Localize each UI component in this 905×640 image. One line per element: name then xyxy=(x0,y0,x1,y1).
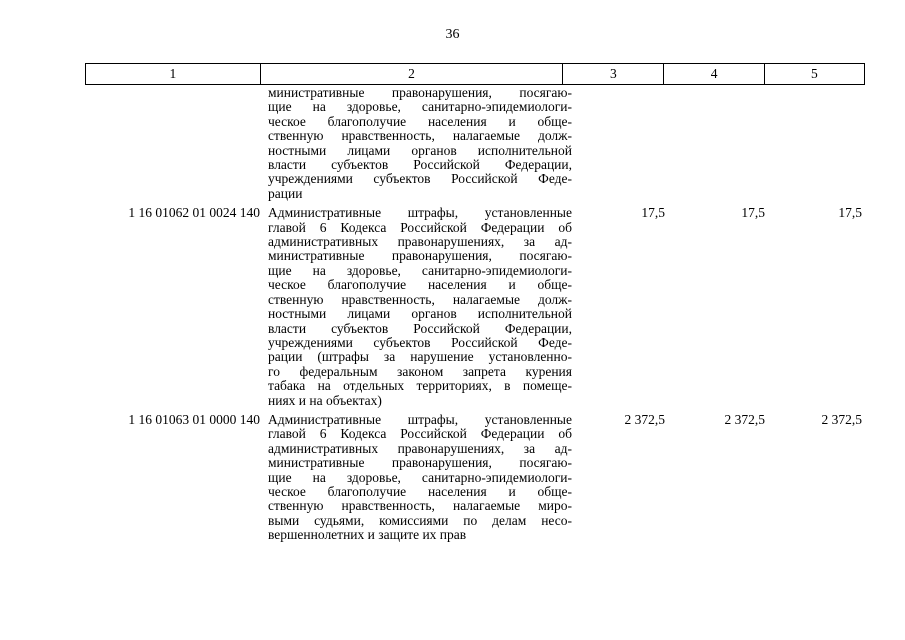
row-value-5 xyxy=(765,86,862,201)
description-line: ческое благополучие населения и обще- xyxy=(268,483,572,499)
header-col-5: 5 xyxy=(764,64,864,85)
description-line: ческое благополучие населения и обще- xyxy=(268,113,572,129)
description-line: рации xyxy=(268,185,303,201)
description-line: ственную нравственность, налагаемые миро- xyxy=(268,498,572,514)
table-row xyxy=(85,413,865,543)
page-number: 36 xyxy=(445,27,460,42)
row-description xyxy=(260,86,574,201)
row-value-3 xyxy=(574,86,665,201)
description-line: учреждениями субъектов Российской Феде- xyxy=(268,171,572,187)
row-value-4: 2 372,5 xyxy=(724,411,765,427)
description-line: Административные штрафы, установленные xyxy=(268,411,572,427)
description-line: главой 6 Кодекса Российской Федерации об xyxy=(268,219,572,235)
row-code xyxy=(85,86,260,201)
row-value-4: 17,5 xyxy=(741,205,765,221)
description-line: главой 6 Кодекса Российской Федерации об xyxy=(268,426,572,442)
row-value-4 xyxy=(665,86,765,201)
description-line: учреждениями субъектов Российской Феде- xyxy=(268,334,572,350)
table-row xyxy=(85,206,865,408)
row-value-3: 17,5 xyxy=(641,205,665,221)
description-line: го федеральным законом запрета курения xyxy=(268,363,572,379)
description-line: власти субъектов Российской Федерации, xyxy=(268,320,572,336)
row-description xyxy=(260,206,574,408)
description-line: министративные правонарушения, посягаю- xyxy=(268,85,572,100)
row-value-5: 17,5 xyxy=(838,205,862,221)
header-col-3: 3 xyxy=(563,64,664,85)
description-line: Административные штрафы, установленные xyxy=(268,205,572,221)
description-line: выми судьями, комиссиями по делам несо- xyxy=(268,512,572,528)
table-body xyxy=(85,86,865,543)
header-col-4: 4 xyxy=(664,64,764,85)
description-line: вершеннолетних и защите их прав xyxy=(268,527,467,543)
row-code: 1 16 01062 01 0024 140 xyxy=(128,205,260,221)
description-line: ственную нравственность, налагаемые долж- xyxy=(268,291,572,307)
description-line: министративные правонарушения, посягаю- xyxy=(268,455,572,471)
row-description xyxy=(260,413,574,543)
description-line: рации (штрафы за нарушение установленно- xyxy=(268,349,572,365)
row-code: 1 16 01063 01 0000 140 xyxy=(128,411,260,427)
description-line: ностными лицами органов исполнительной xyxy=(268,142,572,158)
description-line: власти субъектов Российской Федерации, xyxy=(268,157,572,173)
description-line: ниях и на объектах) xyxy=(268,392,382,408)
description-line: щие на здоровье, санитарно-эпидемиологи- xyxy=(268,262,572,278)
header-col-1: 1 xyxy=(86,64,261,85)
description-line: табака на отдельных территориях, в помеще- xyxy=(268,378,572,394)
table-row xyxy=(85,86,865,201)
row-value-5: 2 372,5 xyxy=(821,411,862,427)
row-value-3: 2 372,5 xyxy=(624,411,665,427)
description-line: ностными лицами органов исполнительной xyxy=(268,306,572,322)
description-line: министративные правонарушения, посягаю- xyxy=(268,248,572,264)
table-header xyxy=(85,63,865,85)
description-line: щие на здоровье, санитарно-эпидемиологи- xyxy=(268,99,572,115)
description-line: щие на здоровье, санитарно-эпидемиологи- xyxy=(268,469,572,485)
description-line: ческое благополучие населения и обще- xyxy=(268,277,572,293)
description-line: административных правонарушениях, за ад- xyxy=(268,440,572,456)
description-line: ственную нравственность, налагаемые долж- xyxy=(268,128,572,144)
header-col-2: 2 xyxy=(260,64,563,85)
description-line: административных правонарушениях, за ад- xyxy=(268,234,572,250)
